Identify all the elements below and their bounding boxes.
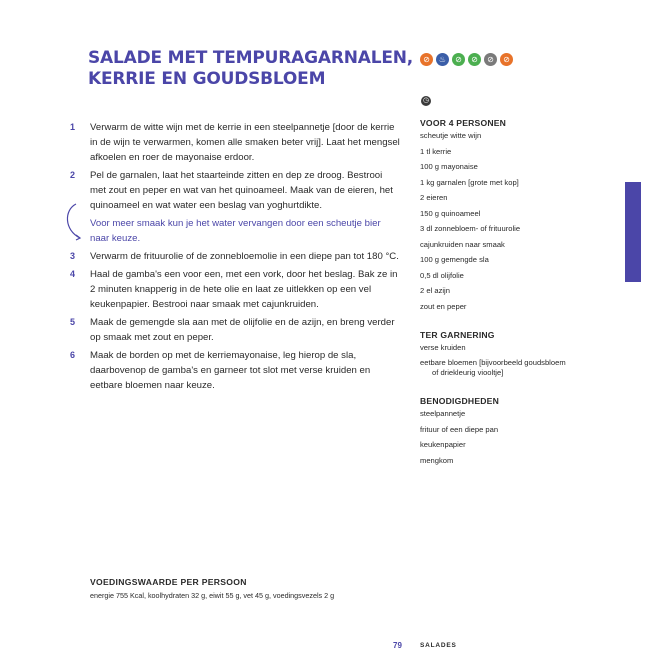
nutrition-heading: VOEDINGSWAARDE PER PERSOON — [90, 577, 247, 587]
ingredient-item: 2 eieren — [420, 193, 448, 202]
nutrition-block — [90, 577, 490, 600]
recipe-title — [88, 48, 414, 90]
clock-icon: ◷ — [422, 97, 430, 104]
step-text: Maak de gemengde sla aan met de olijfolie en de azijn, en breng verder op smaak met zout en peper. — [90, 317, 395, 343]
step-number: 3 — [70, 251, 76, 261]
no-lactose-icon: ⊘ — [452, 53, 465, 66]
tools-list — [420, 409, 570, 466]
step-text: Maak de borden op met de kerriemayonaise, leg hierop de sla, daarbovenop de gamba's en garneer tot slot met verse kruiden en eetbare bloemen naar keuze. — [90, 350, 371, 391]
step-number: 4 — [70, 269, 76, 279]
recipe-step — [70, 267, 400, 312]
ingredient-list — [420, 131, 570, 312]
ingredient-item: 3 dl zonnebloem- of frituurolie — [420, 224, 521, 233]
step-text: Verwarm de frituurolie of de zonnebloemolie in een diepe pan tot 180 °C. — [90, 251, 399, 262]
recipe-step — [70, 315, 400, 345]
ingredient-item: 2 el azijn — [420, 286, 450, 295]
ingredient-item: cajunkruiden naar smaak — [420, 239, 505, 249]
ingredient-item: 0,5 dl olijfolie — [420, 270, 464, 280]
nutrition-values: energie 755 Kcal, koolhydraten 32 g, eiwit 55 g, vet 45 g, voedingsvezels 2 g — [90, 591, 335, 600]
page-number: 79 — [393, 641, 402, 650]
recipe-step — [70, 120, 400, 165]
recipe-title-line-2: KERRIE EN GOUDSBLOEM — [88, 69, 326, 89]
recipe-steps — [70, 120, 400, 396]
tools-heading: BENODIGDHEDEN — [420, 396, 499, 406]
tool-item: steelpannetje — [420, 409, 466, 418]
ingredient-item: zout en peper — [420, 301, 467, 311]
recipe-step — [70, 168, 400, 213]
persons-heading: VOOR 4 PERSONEN — [420, 118, 507, 128]
ingredients-sidebar — [420, 118, 570, 484]
ingredient-item: 100 g gemengde sla — [420, 255, 489, 264]
tip-text: Voor meer smaak kun je het water vervangen door een scheutje bier naar keuze. — [90, 218, 381, 244]
step-number: 5 — [70, 317, 76, 327]
step-text: Haal de gamba's een voor een, met een vork, door het beslag. Bak ze in 2 minuten knapperig in de hete olie en laat ze uitlekken op een vel keukenpapier. Bestrooi naar smaak met cajunkruiden. — [90, 269, 398, 310]
tool-item: frituur of een diepe pan — [420, 424, 499, 434]
garnish-heading: TER GARNERING — [420, 329, 495, 340]
ingredient-item: 150 g quinoameel — [420, 208, 481, 218]
step-number: 2 — [70, 170, 76, 180]
garnish-item: eetbare bloemen [bijvoorbeeld goudsbloem of driekleurig viooltje] — [420, 358, 566, 377]
ingredient-item: 1 kg garnalen [grote met kop] — [420, 177, 519, 187]
garnish-list — [420, 343, 570, 379]
curved-arrow-icon — [62, 202, 84, 242]
tool-item: keukenpapier — [420, 440, 466, 449]
no-nuts-icon: ⊘ — [468, 53, 481, 66]
no-gluten-icon: ⊘ — [420, 53, 433, 66]
section-name: SALADES — [420, 642, 457, 649]
no-sugar-icon: ⊘ — [500, 53, 513, 66]
vegan-icon: ♨ — [436, 53, 449, 66]
ingredient-item: scheutje witte wijn — [420, 131, 482, 140]
recipe-title-line-1: SALADE MET TEMPURAGARNALEN, — [88, 48, 414, 68]
step-number: 6 — [70, 350, 76, 360]
tool-item: mengkom — [420, 455, 454, 465]
step-number: 1 — [70, 122, 76, 132]
recipe-tip — [70, 216, 400, 246]
garnish-item: verse kruiden — [420, 342, 466, 352]
recipe-step — [70, 249, 400, 264]
no-egg-icon: ⊘ — [484, 53, 497, 66]
ingredient-item: 1 tl kerrie — [420, 146, 452, 156]
step-text: Verwarm de witte wijn met de kerrie in een steelpannetje [door de kerrie in de wijn te verwarmen, komen alle smaken beter vrij]. Laat het mengsel afkoelen en roer de mayonaise erdoor. — [90, 122, 400, 163]
ingredient-item: 100 g mayonaise — [420, 162, 478, 171]
recipe-step — [70, 348, 400, 393]
diet-icons — [420, 53, 513, 66]
section-tab-marker — [625, 182, 641, 282]
step-text: Pel de garnalen, laat het staarteinde zitten en dep ze droog. Bestrooi met zout en peper en wat van het quinoameel. Maak van de eieren, het quinoameel en wat water een beslag van yoghurtdikte. — [90, 170, 393, 211]
